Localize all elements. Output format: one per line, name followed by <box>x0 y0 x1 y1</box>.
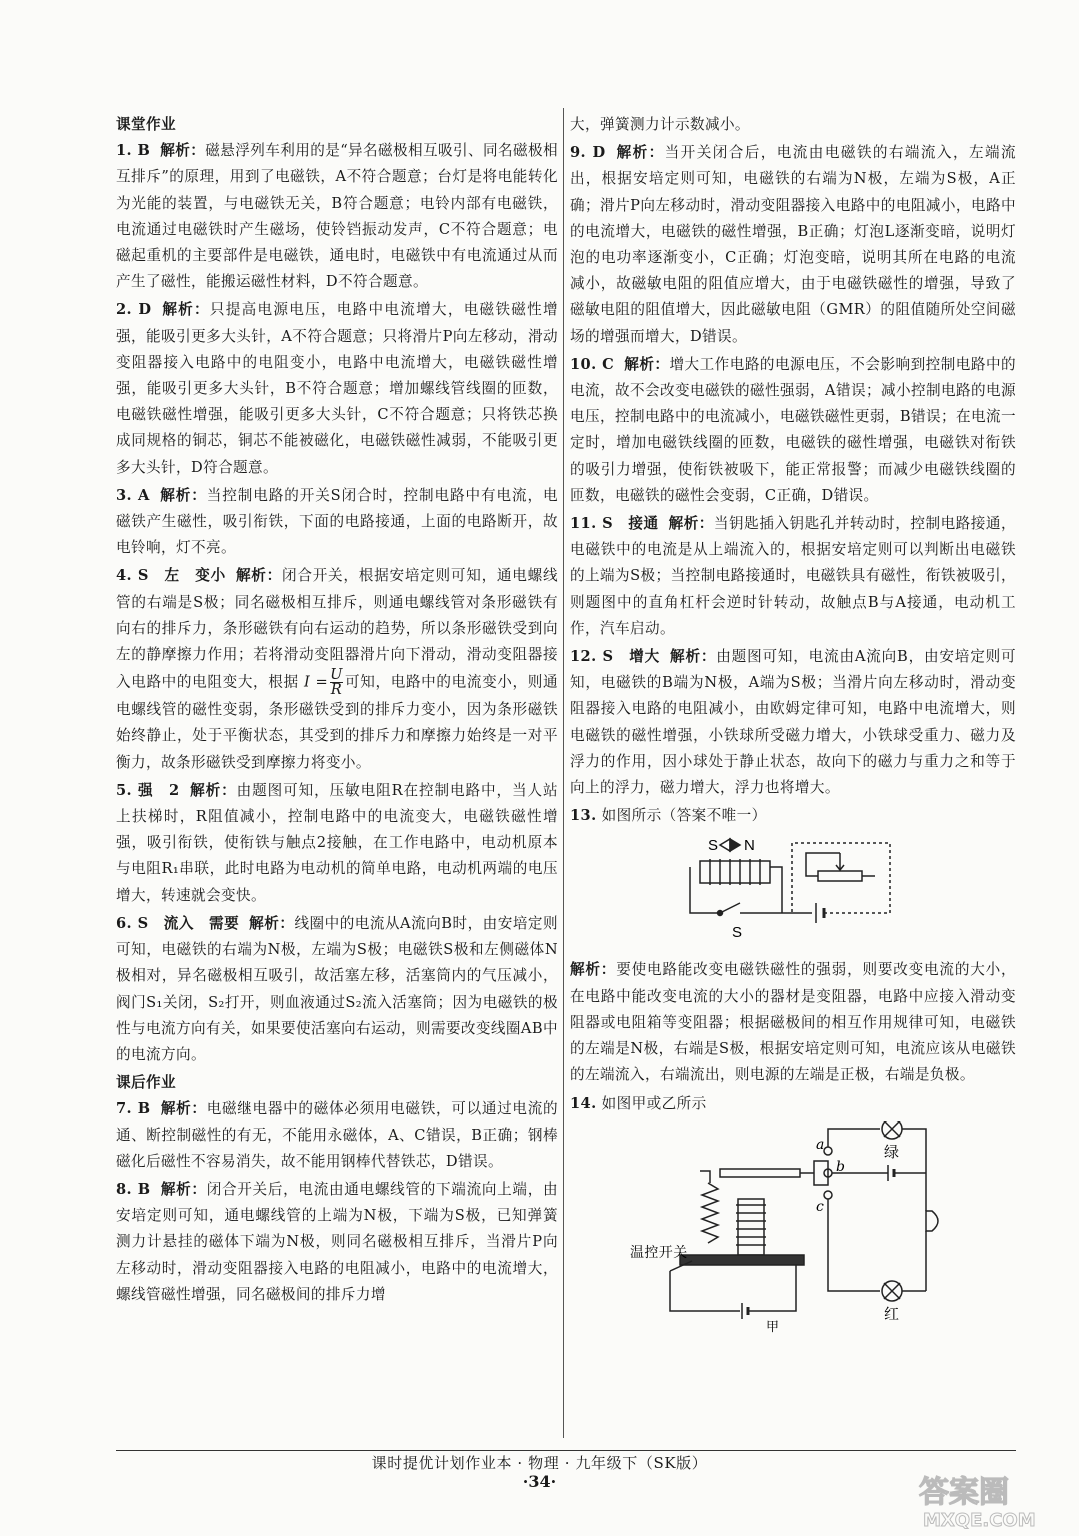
contact-c-label: c <box>816 1198 825 1215</box>
analysis-label: 解析： <box>160 1100 207 1118</box>
answer-2 <box>116 297 558 480</box>
analysis-label: 解析： <box>160 1180 207 1198</box>
analysis-text: 线圈中的电流从A流向B时，由安培定则可知，电磁铁的右端为N极，左端为S极；电磁铁S极和左侧磁体N极相对，异名磁极相互吸引，故活塞左移，活塞筒内的气压减小，阀门S₁关闭，S₂打开，则血液通过S₂流入活塞筒；因为电磁铁的极性与电流方向有关，如果要使活塞向右运动，则需要改变线圈AB中的电流方向。 <box>116 914 558 1063</box>
answer-1 <box>116 138 558 295</box>
analysis-text: 当钥匙插入钥匙孔并转动时，控制电路接通，电磁铁中的电流是从上端流入的，根据安培定则可以判断出电磁铁的上端为S极；当控制电路接通时，电磁铁具有磁性，衔铁被吸引，则题图中的直角杠杆会逆时针转动，故触点B与A接通，电动机工作，汽车启动。 <box>570 515 1016 637</box>
contact-lever-icon <box>814 1161 828 1185</box>
compass-needle-south-icon <box>720 839 730 851</box>
rheostat-slider-icon <box>836 853 844 870</box>
answer-number: 9. D <box>570 144 606 162</box>
contact-c-icon <box>824 1191 832 1199</box>
section-title-classwork: 课堂作业 <box>116 116 176 133</box>
solenoid-s-label: S <box>708 837 719 855</box>
analysis-label: 解析： <box>668 515 714 533</box>
watermark-logo <box>905 1468 1075 1532</box>
analysis-text: 由题图可知，压敏电阻R在控制电路中，当人站上扶梯时，R阻值减小，控制电路中的电流变大，电磁铁磁性增强，吸引衔铁，使衔铁与触点2接触，在工作电路中，电动机原本与电阻R₁串联，此时电路为电动机的简单电路，电动机两端的电压增大，转速就会变快。 <box>116 781 559 904</box>
right-column <box>570 112 1016 1337</box>
analysis-text-cont: 可知，电路中的电流变小，则通电螺线管的磁性变弱，条形磁铁受到的排斥力变小，因为条形磁铁始终静止，处于平衡状态，其受到的排斥力和摩擦力始终是一对平衡力，故条形磁铁受到摩擦力将变小。 <box>116 673 558 771</box>
analysis-label: 解析： <box>615 144 665 162</box>
temperature-alarm-circuit-diagram <box>570 1121 1016 1333</box>
formula-fraction <box>330 668 343 697</box>
analysis-text: 当控制电路的开关S闭合时，控制电路中有电流，电磁铁产生磁性，吸引衔铁，下面的电路接通，上面的电路断开，故电铃响，灯不亮。 <box>116 486 558 557</box>
contact-a-icon <box>824 1147 832 1155</box>
temperature-switch-base-icon <box>680 1255 804 1265</box>
analysis-label: 解析： <box>249 914 295 932</box>
electromagnet-circuit-diagram <box>570 833 1016 953</box>
analysis-text: 增大工作电路的电源电压，不会影响到控制电路中的电流，故不会改变电磁铁的磁性强弱，A错误；减小控制电路的电源电压，控制电路中的电流减小，电磁铁磁性更弱，B错误；在电流一定时，增加电磁铁线圈的匝数，电磁铁的磁性增强，电磁铁对衔铁的吸引力增强，使衔铁被吸下，能正常报警；而减少电磁铁线圈的匝数，电磁铁的磁性会变弱，C正确，D错误。 <box>570 355 1017 504</box>
analysis-text: 当开关闭合后，电流由电磁铁的右端流入，左端流出，根据安培定则可知，电磁铁的右端为N极，左端为S极，A正确；滑片P向左移动时，滑动变阻器接入电路中的电阻减小，电路中的电流增大，电磁铁的磁性增强，B正确；灯泡L逐渐变暗，说明灯泡的电功率逐渐变小，C正确；灯泡变暗，说明其所在电路的电流减小，故磁敏电阻的阻值应增大，由于电磁铁磁性的增强，导致了磁敏电阻的阻值增大，因此磁敏电阻（GMR）的阻值随所处空间磁场的增强而增大，D错误。 <box>570 144 1016 345</box>
answer-11 <box>570 511 1016 642</box>
answer-8-continued: 大，弹簧测力计示数减小。 <box>570 116 750 133</box>
analysis-text: 电磁继电器中的磁体必须用电磁铁，可以通过电流的通、断控制磁性的有无，不能用永磁体，A、C错误，B正确；钢棒磁化后磁性不容易消失，故不能用钢棒代替铁芯，D错误。 <box>116 1100 558 1170</box>
answer-number: 3. A <box>116 486 150 504</box>
footer-title: 课时提优计划作业本 · 物理 · 九年级下（SK版） <box>371 1454 708 1472</box>
answer-number: 5. 强 2 <box>116 781 180 799</box>
answer-13 <box>570 803 1016 829</box>
switch-label: S <box>732 924 743 942</box>
analysis-label: 解析： <box>159 486 207 504</box>
answer-number: 4. S 左 变小 <box>116 567 226 585</box>
answer-number: 12. S 增大 <box>570 648 661 666</box>
answer-number: 8. B <box>116 1180 151 1198</box>
electromagnet-icon <box>738 1199 764 1255</box>
analysis-label: 解析： <box>624 355 670 373</box>
analysis-label: 解析： <box>189 781 237 799</box>
answer-8 <box>116 1177 558 1308</box>
analysis-label: 解析： <box>670 648 717 666</box>
spring-icon <box>702 1183 718 1243</box>
temperature-switch-label: 温控开关 <box>630 1244 688 1261</box>
page-number: ·34· <box>522 1472 557 1491</box>
answer-3 <box>116 483 558 562</box>
bell-icon <box>926 1211 938 1231</box>
red-lamp-label: 红 <box>884 1304 900 1323</box>
answer-number: 13. <box>570 807 597 825</box>
analysis-label: 解析： <box>235 567 282 585</box>
answer-text: 如图所示（答案不唯一） <box>601 807 767 825</box>
rheostat-icon <box>818 871 862 881</box>
formula-lhs: I = <box>304 673 329 691</box>
formula-denominator: R <box>330 681 343 699</box>
answer-4 <box>116 563 558 775</box>
analysis-label: 解析： <box>160 142 206 160</box>
left-column <box>116 112 558 1310</box>
svg-text:答案圈: 答案圈 <box>919 1475 1009 1510</box>
answer-10 <box>570 352 1016 509</box>
column-divider <box>563 108 564 1438</box>
contact-b-label: b <box>836 1158 846 1175</box>
answer-number: 10. C <box>570 355 615 373</box>
solenoid-n-label: N <box>744 837 756 855</box>
answer-9 <box>570 140 1016 350</box>
svg-text:MXQE.COM: MXQE.COM <box>923 1510 1036 1531</box>
answer-number: 6. S 流入 需要 <box>116 914 240 932</box>
answer-number: 7. B <box>116 1100 151 1118</box>
coil-windings-icon <box>710 859 760 885</box>
answer-number: 14. <box>570 1094 597 1112</box>
analysis-label: 解析： <box>570 961 617 979</box>
answer-13-analysis <box>570 957 1016 1088</box>
analysis-text: 闭合开关，根据安培定则可知，通电螺线管的右端是S极；同名磁极相互排斥，则通电螺线管对条形磁铁有向右的排斥力，条形磁铁有向右运动的趋势，所以条形磁铁受到向左的静摩擦力作用；若将滑动变阻器滑片向下滑动，滑动变阻器接入电路中的电阻变大，根据 <box>116 567 558 691</box>
answer-14 <box>570 1091 1016 1117</box>
footer-rule <box>116 1450 1016 1451</box>
formula-numerator: U <box>330 666 343 684</box>
answer-number: 1. B <box>116 142 151 160</box>
analysis-text: 由题图可知，电流由A流向B，由安培定则可知，电磁铁的B端为N极，A端为S极；当滑片向左移动时，滑动变阻器接入电路的电阻减小，由欧姆定律可知，电路中电流增大，则电磁铁的磁性增强，小铁球所受磁力增大，小铁球受重力、磁力及浮力的作用，因小球处于静止状态，故向下的磁力与重力之和等于向上的浮力，磁力增大，浮力也将增大。 <box>570 648 1017 797</box>
section-title-homework: 课后作业 <box>116 1074 176 1092</box>
analysis-label: 解析： <box>161 301 210 319</box>
answer-12 <box>570 644 1016 801</box>
figure-caption: 甲 <box>766 1319 780 1333</box>
analysis-text: 闭合开关后，电流由通电螺线管的下端流向上端，由安培定则可知，通电螺线管的上端为N极，下端为S极，已知弹簧测力计悬挂的磁体下端为N极，则同名磁极相互排斥，当滑片P向左移动时，滑动变阻器接入电路的电阻减小，电路中的电流增大，螺线管磁性增强，同名磁极间的排斥力增 <box>116 1180 558 1303</box>
armature-lever-icon <box>720 1169 800 1177</box>
green-lamp-label: 绿 <box>884 1142 900 1161</box>
analysis-text: 只提高电源电压，电路中电流增大，电磁铁磁性增强，能吸引更多大头针，A不符合题意；只将滑片P向左移动，滑动变阻器接入电路中的电阻变小，电路中电流增大，电磁铁磁性增强，能吸引更多大头针，B不符合题意；增加螺线管线圈的匝数，电磁铁磁性增强，能吸引更多大头针，C不符合题意；只将铁芯换成同规格的铜芯，铜芯不能被磁化，电磁铁磁性减弱，不能吸引更多大头针，D符合题意。 <box>116 301 558 476</box>
analysis-text: 磁悬浮列车利用的是“异名磁极相互吸引、同名磁极相互排斥”的原理，用到了电磁铁，A不符合题意；台灯是将电能转化为光能的装置，与电磁铁无关，B符合题意；电铃内部有电磁铁，电流通过电磁铁时产生磁场，使铃铛振动发声，C不符合题意；电磁起重机的主要部件是电磁铁，通电时，电磁铁中有电流通过从而产生了磁性，能搬运磁性材料，D不符合题意。 <box>116 142 558 291</box>
answer-number: 11. S 接通 <box>570 515 659 533</box>
answer-7 <box>116 1096 558 1175</box>
switch-icon <box>720 903 740 913</box>
answer-5 <box>116 778 558 909</box>
answer-number: 2. D <box>116 301 152 319</box>
compass-needle-north-icon <box>730 839 740 851</box>
analysis-text: 要使电路能改变电磁铁磁性的强弱，则要改变电流的大小，在电路中能改变电流的大小的器材是变阻器，电路中应接入滑动变阻器或电阻箱等变阻器；根据磁极间的相互作用规律可知，电磁铁的左端是N极，右端是S极，根据安培定则可知，电流应该从电磁铁的左端流入，右端流出，则电源的左端是正极，右端是负极。 <box>570 961 1017 1084</box>
contact-a-label: a <box>816 1136 825 1153</box>
answer-6 <box>116 911 558 1068</box>
answer-text: 如图甲或乙所示 <box>601 1094 707 1112</box>
